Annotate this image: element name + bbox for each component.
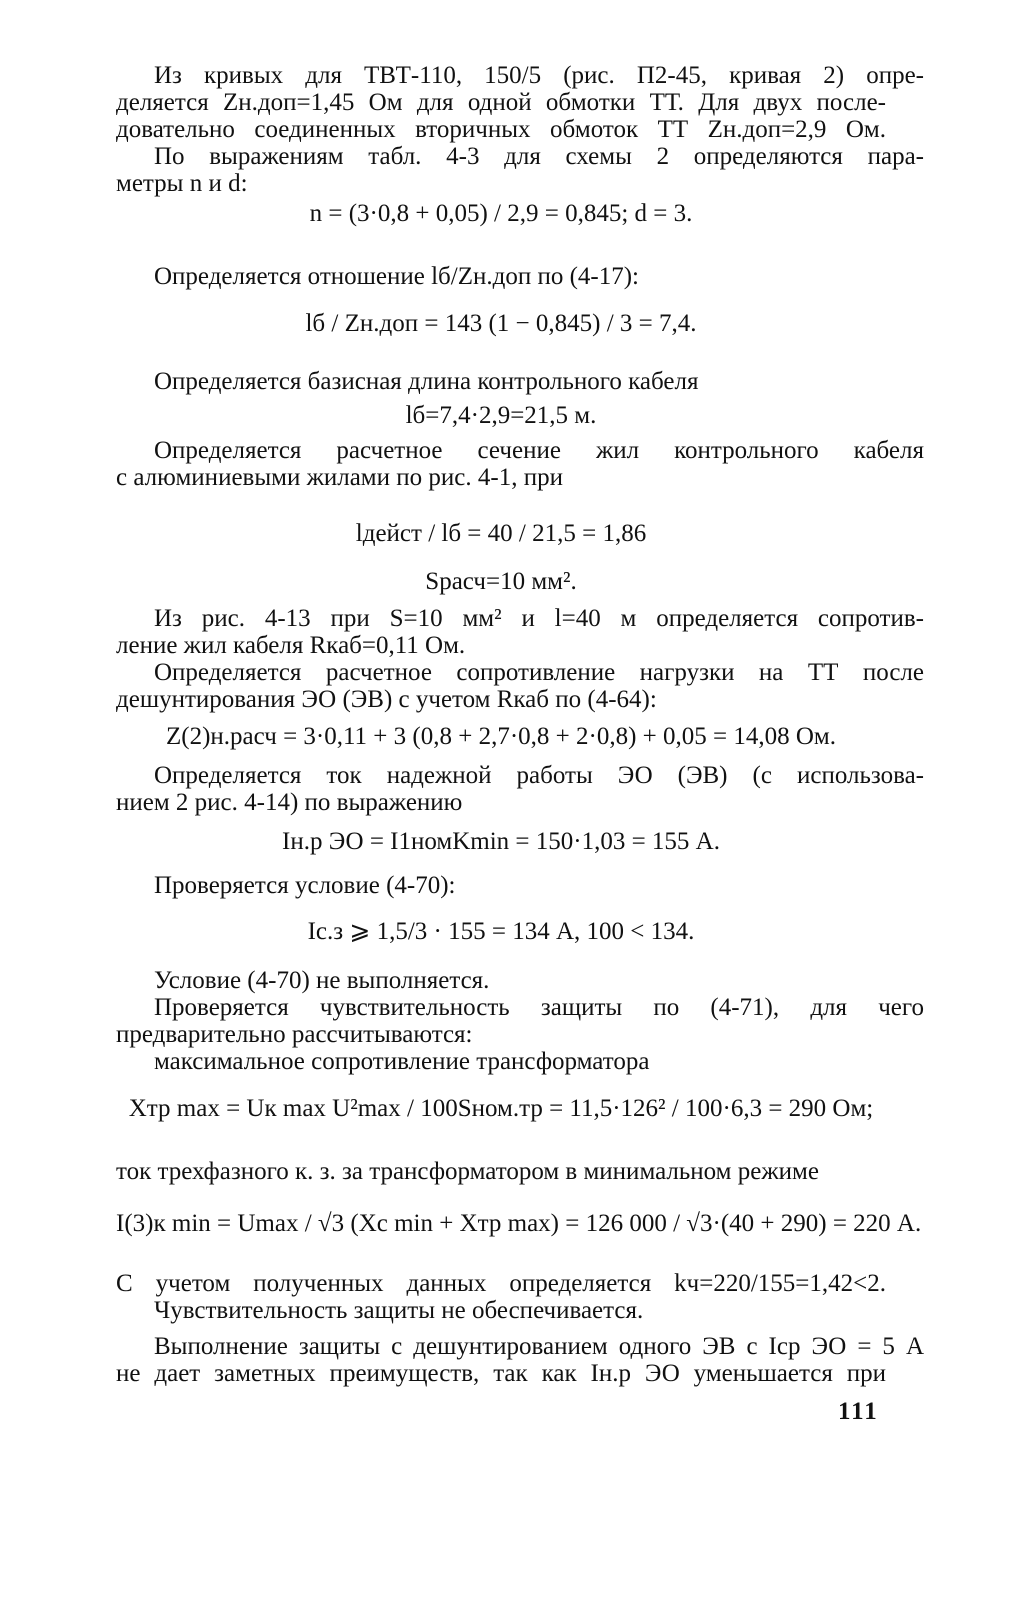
paragraph-1 — [116, 62, 924, 89]
paragraph-6-cont — [116, 632, 886, 659]
para-line: Проверяется чувствительность защиты по (4-71), для чего — [154, 994, 924, 1021]
paragraph-15 — [116, 1297, 924, 1324]
para-line: Определяется базисная длина контрольного кабеля — [154, 368, 699, 395]
formula-text: lдейст / lб = 40 / 21,5 = 1,86 — [355, 520, 647, 547]
paragraph-16 — [116, 1333, 924, 1360]
paragraph-1-cont — [116, 89, 886, 143]
paragraph-8-cont — [116, 789, 886, 816]
para-line: нием 2 рис. 4-14) по выражению — [116, 789, 463, 816]
para-line: максимальное сопротивление трансформатора — [154, 1048, 650, 1075]
formula-ik — [116, 1210, 922, 1237]
paragraph-7-cont — [116, 686, 886, 713]
formula-lb — [116, 402, 886, 429]
para-line: Определяется расчетное сечение жил контрольного кабеля — [154, 437, 924, 464]
paragraph-11 — [116, 994, 924, 1021]
para-line: не дает заметных преимуществ, так как Iн.р ЭО уменьшается при — [116, 1360, 886, 1387]
paragraph-11-cont — [116, 1021, 886, 1048]
paragraph-6 — [116, 605, 924, 632]
paragraph-13 — [116, 1158, 886, 1185]
paragraph-2-cont — [116, 170, 886, 197]
paragraph-9 — [116, 872, 924, 899]
formula-z — [116, 723, 886, 750]
para-line: Определяется расчетное сопротивление нагрузки на ТТ после — [154, 659, 924, 686]
para-line: Определяется ток надежной работы ЭО (ЭВ) (с использова- — [154, 762, 924, 789]
paragraph-5-cont — [116, 464, 886, 491]
formula-n — [116, 200, 886, 227]
formula-text: Iс.з ⩾ 1,5/3 · 155 = 134 А, 100 < 134. — [307, 918, 695, 945]
paragraph-4 — [116, 368, 924, 395]
formula-text: Z(2)н.расч = 3·0,11 + 3 (0,8 + 2,7·0,8 + 2·0,8) + 0,05 = 14,08 Ом. — [166, 723, 836, 750]
para-line: С учетом полученных данных определяется kч=220/155=1,42<2. — [116, 1270, 886, 1297]
para-line: Чувствительность защиты не обеспечивается. — [154, 1297, 644, 1324]
formula-text: Xтр max = Uк max U²max / 100Sном.тр = 11,5·126² / 100·6,3 = 290 Ом; — [128, 1095, 874, 1122]
formula-ics — [116, 918, 886, 945]
para-line: По выражениям табл. 4-3 для схемы 2 определяются пара- — [154, 143, 924, 170]
formula-text: I(3)к min = Umax / √3 (Xс min + Xтр max) = 126 000 / √3·(40 + 290) = 220 А. — [116, 1210, 922, 1237]
formula-text: lб=7,4·2,9=21,5 м. — [405, 402, 597, 429]
para-line: ток трехфазного к. з. за трансформатором в минимальном режиме — [116, 1158, 819, 1185]
paragraph-14 — [116, 1270, 886, 1297]
para-line: Определяется отношение lб/Zн.доп по (4-17): — [154, 263, 639, 290]
para-line: предварительно рассчитываются: — [116, 1021, 473, 1048]
para-line: Из рис. 4-13 при S=10 мм² и l=40 м определяется сопротив- — [154, 605, 924, 632]
para-line: Проверяется условие (4-70): — [154, 872, 456, 899]
formula-s — [116, 568, 886, 595]
paragraph-8 — [116, 762, 924, 789]
page-number: 111 — [838, 1398, 879, 1425]
formula-ratio — [116, 310, 886, 337]
para-line: деляется Zн.доп=1,45 Ом для одной обмотки ТТ. Для двух после- — [116, 89, 886, 116]
formula-text: Iн.р ЭО = I1номKmin = 150·1,03 = 155 А. — [282, 828, 720, 855]
paragraph-7 — [116, 659, 924, 686]
paragraph-16-cont — [116, 1360, 886, 1387]
paragraph-5 — [116, 437, 924, 464]
formula-ldeist — [116, 520, 886, 547]
formula-x — [116, 1095, 886, 1122]
formula-i — [116, 828, 886, 855]
formula-text: n = (3·0,8 + 0,05) / 2,9 = 0,845; d = 3. — [309, 200, 693, 227]
para-line: ление жил кабеля Rкаб=0,11 Ом. — [116, 632, 466, 659]
para-line: метры n и d: — [116, 170, 248, 197]
para-line: Условие (4-70) не выполняется. — [154, 967, 490, 994]
paragraph-3 — [116, 263, 924, 290]
para-line: довательно соединенных вторичных обмоток ТТ Zн.доп=2,9 Ом. — [116, 116, 886, 143]
formula-text: lб / Zн.доп = 143 (1 − 0,845) / 3 = 7,4. — [305, 310, 697, 337]
para-line: Из кривых для ТВТ-110, 150/5 (рис. П2-45, кривая 2) опре- — [154, 62, 924, 89]
paragraph-2 — [116, 143, 924, 170]
para-line: дешунтирования ЭО (ЭВ) с учетом Rкаб по (4-64): — [116, 686, 657, 713]
paragraph-12 — [116, 1048, 924, 1075]
formula-text: Sрасч=10 мм². — [425, 568, 577, 595]
paragraph-10 — [116, 967, 924, 994]
para-line: Выполнение защиты с дешунтированием одного ЭВ с Iср ЭО = 5 А — [154, 1333, 924, 1360]
para-line: с алюминиевыми жилами по рис. 4-1, при — [116, 464, 563, 491]
